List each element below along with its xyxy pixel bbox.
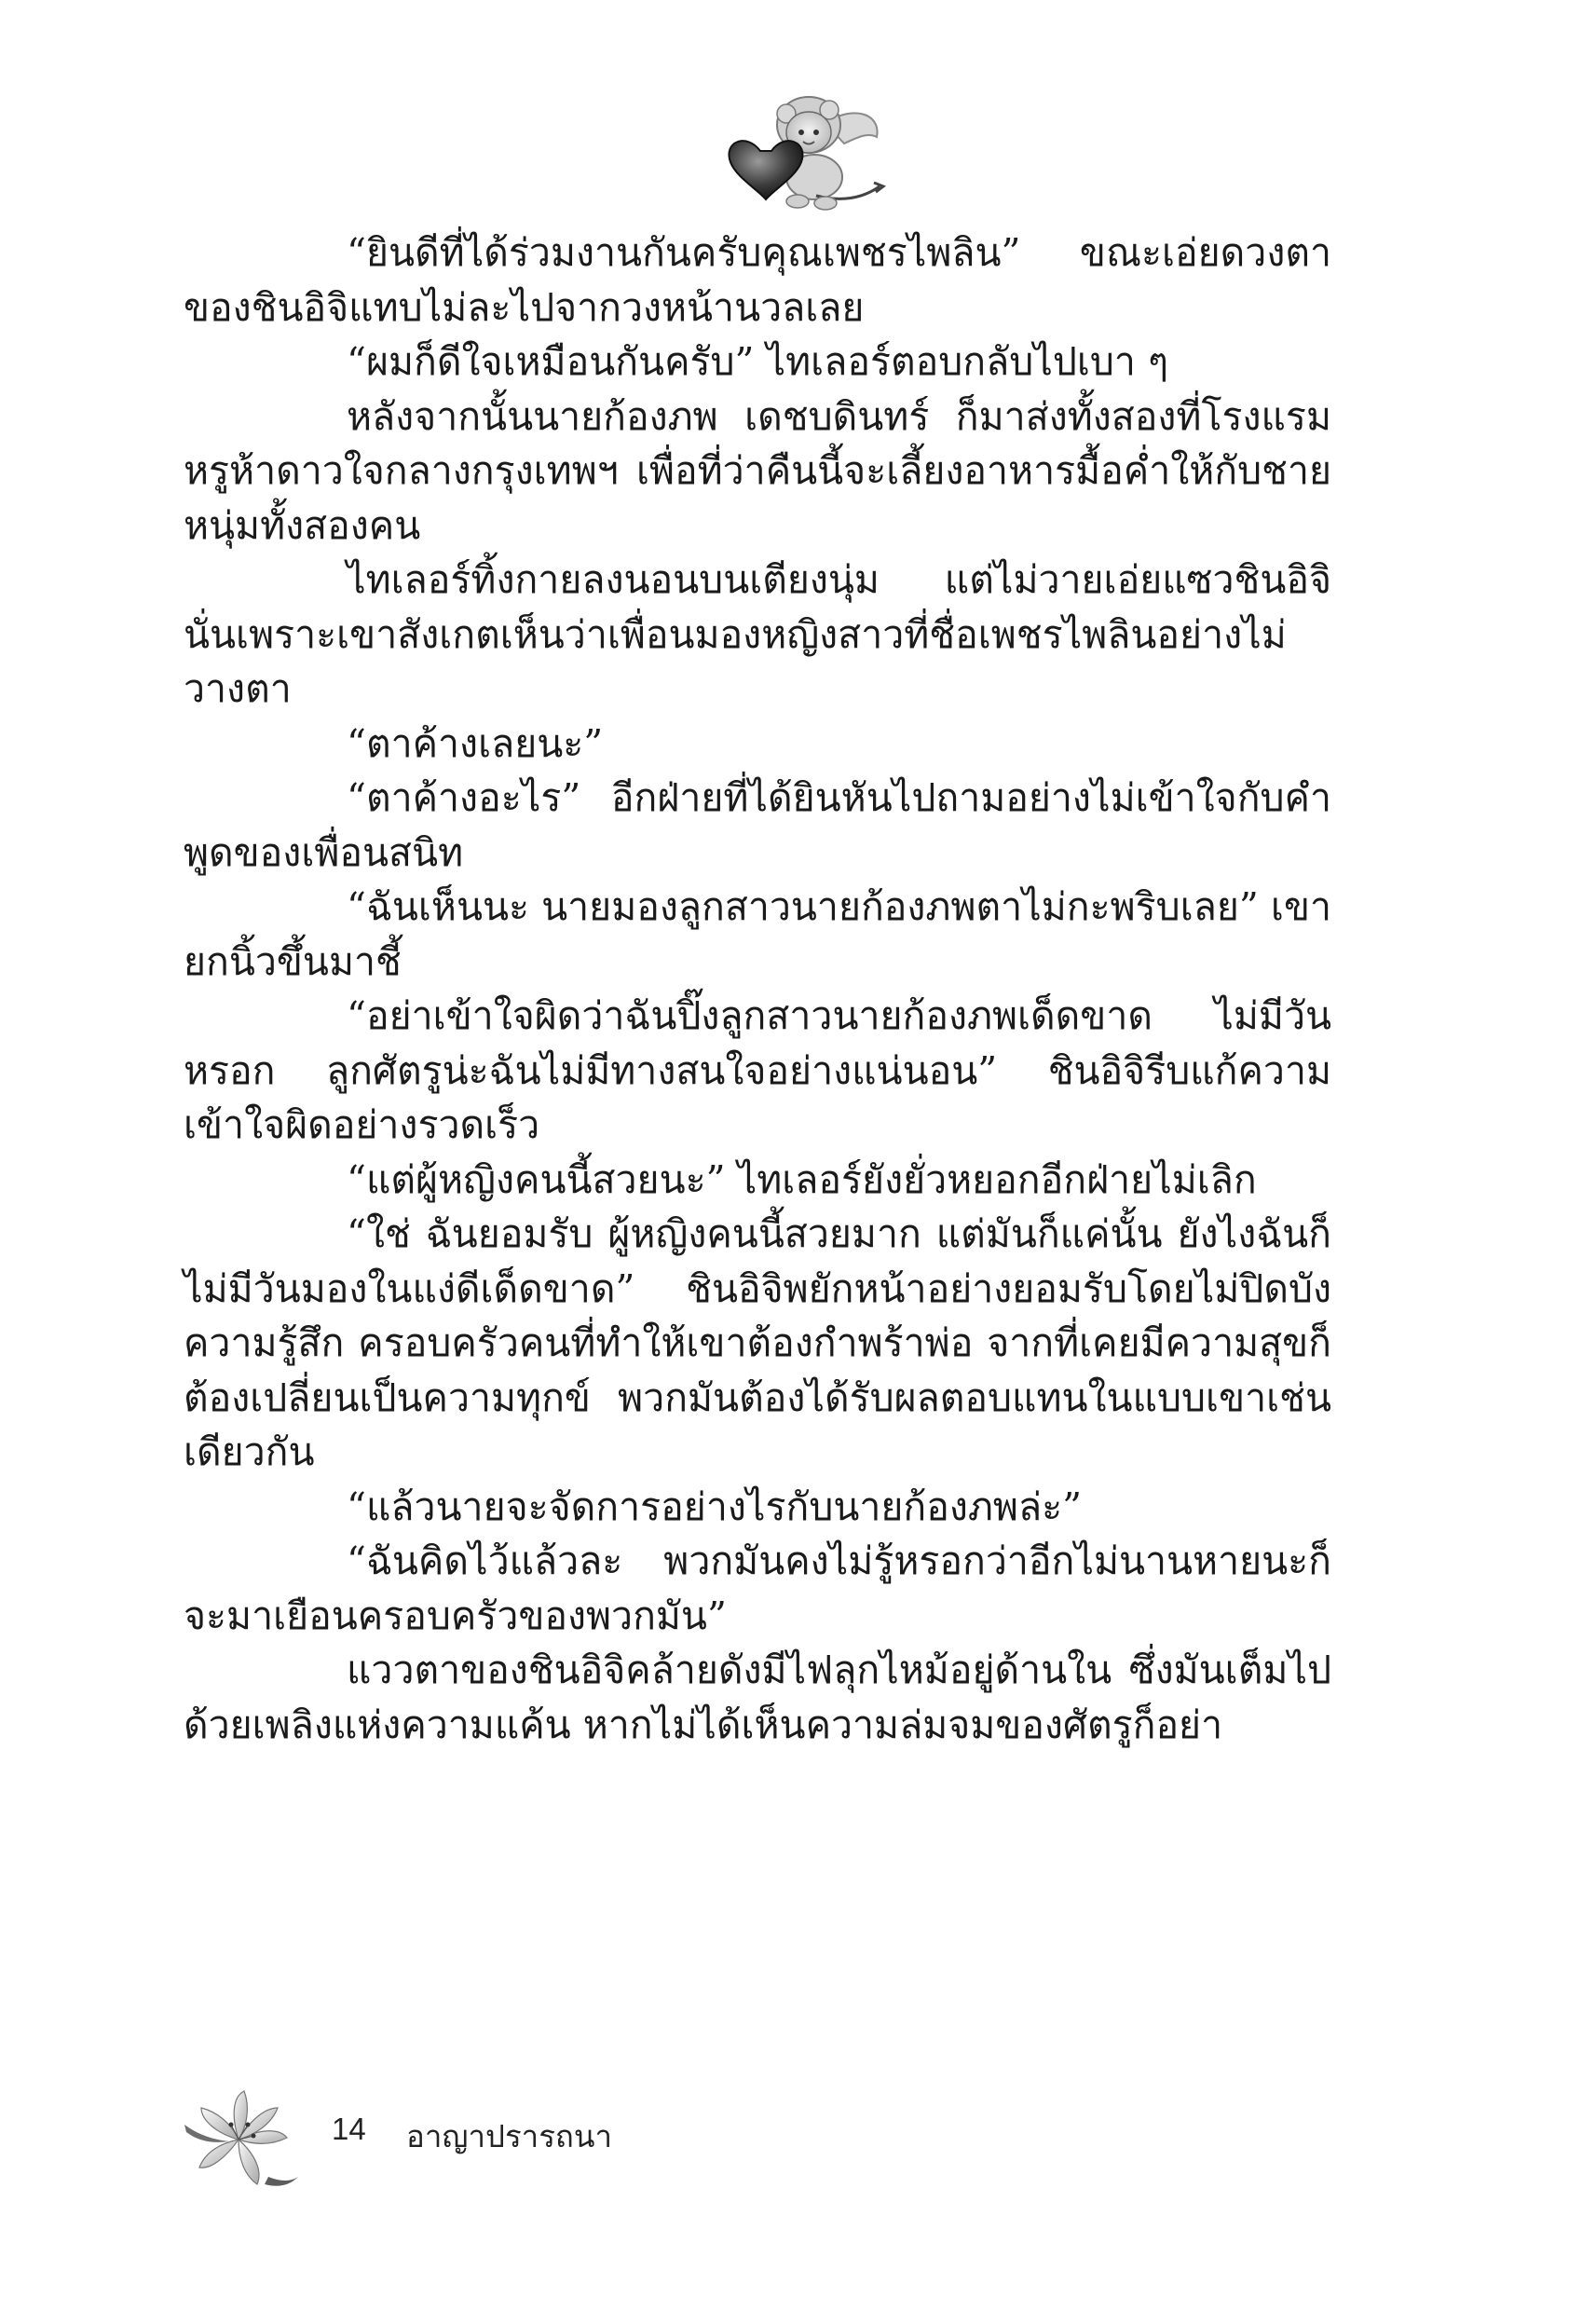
page-footer (168, 2084, 820, 2195)
paragraph: “ฉันเห็นนะ นายมองลูกสาวนายก้องภพตาไม่กะพริบเลย” เขายกนิ้วขึ้นมาชี้ (184, 884, 1331, 984)
paragraph: แววตาของชินอิจิคล้ายดังมีไฟลุกไหม้อยู่ด้านใน ซึ่งมันเต็มไปด้วยเพลิงแห่งความแค้น หากไม่ได้เห็นความล่มจมของศัตรูก็อย่า (184, 1648, 1331, 1747)
paragraph: หลังจากนั้นนายก้องภพ เดชบดินทร์ ก็มาส่งทั้งสองที่โรงแรมหรูห้าดาวใจกลางกรุงเทพฯ เพื่อที่ว่าคืนนี้จะเลี้ยงอาหารมื้อค่ำให้กับชายหนุ่มทั้งสองคน (184, 393, 1331, 548)
cupid-heart-icon (704, 86, 891, 216)
paragraph: “อย่าเข้าใจผิดว่าฉันปิ๊งลูกสาวนายก้องภพเด็ดขาด ไม่มีวันหรอก ลูกศัตรูน่ะฉันไม่มีทางสนใจอย่างแน่นอน” ชินอิจิรีบแก้ความเข้าใจผิดอย่างรวดเร็ว (184, 993, 1331, 1147)
paragraph: “ตาค้างอะไร” อีกฝ่ายที่ได้ยินหันไปถามอย่างไม่เข้าใจกับคำพูดของเพื่อนสนิท (184, 775, 1331, 875)
book-title: อาญาปรารถนา (406, 2119, 612, 2154)
body-text (184, 226, 1331, 1752)
paragraph: ไทเลอร์ทิ้งกายลงนอนบนเตียงนุ่ม แต่ไม่วายเอ่ยแซวชินอิจิ นั่นเพราะเขาสังเกตเห็นว่าเพื่อนมองหญิงสาวที่ชื่อเพชรไพลินอย่างไม่วางตา (184, 557, 1331, 711)
paragraph: “แต่ผู้หญิงคนนี้สวยนะ” ไทเลอร์ยังยั่วหยอกอีกฝ่ายไม่เลิก (347, 1156, 1257, 1202)
page-number: 14 (332, 2112, 366, 2146)
paragraph: “แล้วนายจะจัดการอย่างไรกับนายก้องภพล่ะ” (347, 1484, 1083, 1529)
paragraph: “ตาค้างเลยนะ” (347, 720, 604, 766)
paragraph: “ฉันคิดไว้แล้วละ พวกมันคงไม่รู้หรอกว่าอีกไม่นานหายนะก็จะมาเยือนครอบครัวของพวกมัน” (184, 1538, 1331, 1638)
lily-flower-icon (175, 2087, 301, 2192)
paragraph: “ยินดีที่ได้ร่วมงานกันครับคุณเพชรไพลิน” ขณะเอ่ยดวงตาของชินอิจิแทบไม่ละไปจากวงหน้านวลเลย (184, 230, 1331, 330)
paragraph: “ใช่ ฉันยอมรับ ผู้หญิงคนนี้สวยมาก แต่มันก็แค่นั้น ยังไงฉันก็ไม่มีวันมองในแง่ดีเด็ดขาด” ชินอิจิพยักหน้าอย่างยอมรับโดยไม่ปิดบังความรู้สึก ครอบครัวคนที่ทำให้เขาต้องกำพร้าพ่อ จากที่เคยมีความสุขก็ต้องเปลี่ยนเป็นความทุกข์ พวกมันต้องได้รับผลตอบแทนในแบบเขาเช่นเดียวกัน (184, 1211, 1331, 1474)
paragraph: “ผมก็ดีใจเหมือนกันครับ” ไทเลอร์ตอบกลับไปเบา ๆ (347, 339, 1168, 384)
